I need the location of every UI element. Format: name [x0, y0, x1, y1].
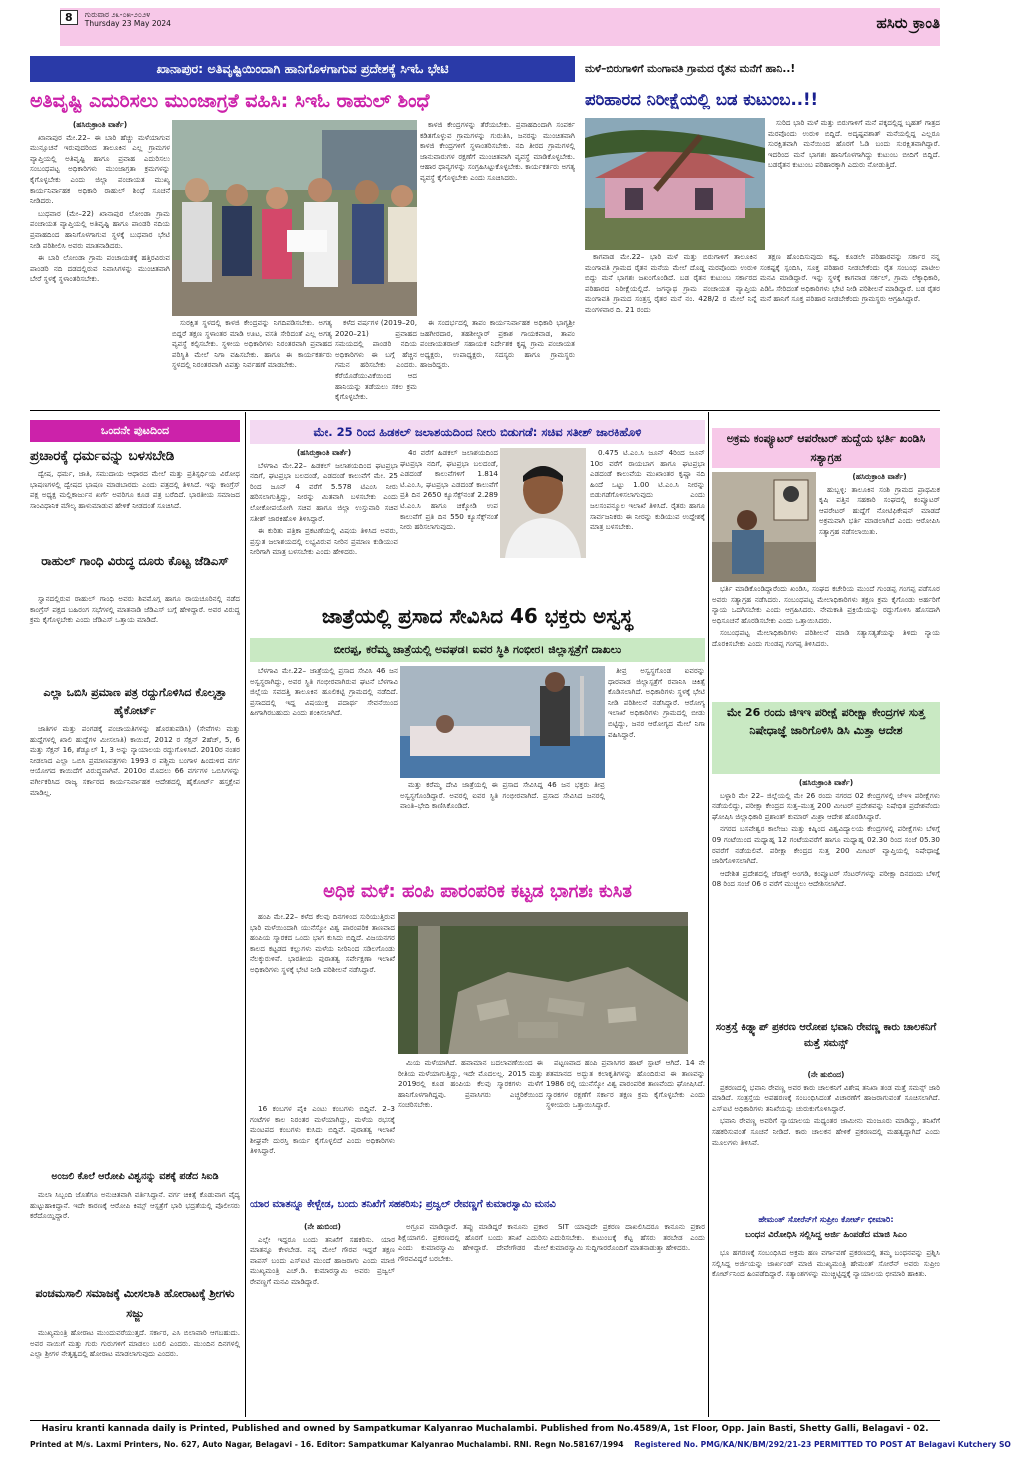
story4-subheadline: ಬೀರಪ್ಪ, ಕರೆಮ್ಮ ಜಾತ್ರೆಯಲ್ಲಿ ಅವಘಡ। ಐವರ ಸ್ಥಿತಿ ಗಂಭೀರ। ಜಿಲ್ಲಾಸ್ಪತ್ರೆಗೆ ದಾಖಲು: [250, 638, 705, 662]
story8-t3: ಆದೇಶಿತ ಪ್ರದೇಶದಲ್ಲಿ ಜೆರಾಕ್ಸ್ ಅಂಗಡಿ, ಕಂಪ್ಯೂಟರ್ ಸೆಂಟರ್‌ಗಳನ್ನು ಪರೀಕ್ಷಾ ದಿನದಂದು ಬೆಳಿಗ್ಗೆ 08 ರಿಂದ ಸಂಜೆ 06 ರ ವರೆಗೆ ಮುಚ್ಚಲು ಆದೇಶಿಸಲಾಗಿದೆ.: [712, 868, 940, 889]
story2-kicker: ಮಳೆ–ಬಿರುಗಾಳಿಗೆ ಮಂಗಾವತಿ ಗ್ರಾಮದ ರೈತನ ಮನೆಗೆ ಹಾನಿ..!: [585, 62, 796, 75]
story3-t3: 4ರ ವರೆಗೆ ಹಿಡಕಲ್ ಜಲಾಶಯದಿಂದ ಘಟಪ್ರಭಾ ನದಿಗೆ, ಘಟಪ್ರಭಾ ಬಲದಂಡೆ, ಎಡದಂಡೆ ಕಾಲುವೆಗಳಿಗೆ 1.814 ಟಿ.ಎಂ.ಸಿ, ಘಟಪ್ರಭಾ ಎಡದಂಡೆ ಕಾಲುವೆಗೆ ಪ್ರತಿ ದಿನ 2650 ಕ್ಯೂಸೆಕ್ಸ್‌ನಂತೆ 2.289 ಟಿ.ಎಂ.ಸಿ ಹಾಗೂ ಚಿಕ್ಕೋಡಿ ಉಪ ಕಾಲುವೆಗೆ ಪ್ರತಿ ದಿನ 550 ಕ್ಯೂಸೆಕ್ಸ್‌ನಂತೆ ನೀರು ಹರಿಸಲಾಗುವುದು.: [400, 448, 498, 532]
story9-t2: ಭವಾನಿ ರೇವಣ್ಣ ಅವರಿಗೆ ನ್ಯಾಯಾಲಯ ಮಧ್ಯಂತರ ಜಾಮೀನು ಮಂಜೂರು ಮಾಡಿದ್ದು, ತನಿಖೆಗೆ ಸಹಕರಿಸುವಂತೆ ಸೂಚನೆ ನೀಡಿದೆ. ಕಾರು ಚಾಲಕನ ಹೇಳಿಕೆ ಪ್ರಕರಣದಲ್ಲಿ ಮಹತ್ವದ್ದಾಗಿದೆ ಎಂದು ಮೂಲಗಳು ತಿಳಿಸಿವೆ.: [712, 1116, 940, 1147]
story1-headline: ಅತಿವೃಷ್ಟಿ ಎದುರಿಸಲು ಮುಂಜಾಗ್ರತೆ ವಹಿಸಿ: ಸಿಇಓ ರಾಹುಲ್ ಶಿಂಧೆ: [30, 90, 430, 112]
continued-banner: ಒಂದನೇ ಪುಟದಿಂದ: [30, 420, 240, 442]
story9-body2: [712, 1248, 940, 1416]
story1-below-text2: ಕಳೆದ ವರ್ಷಗಳ (2019–20, 2020–21) ಪ್ರವಾಹದ ಸಮಯದಲ್ಲಿ ಪಾಂಡರಿ ನದಿಯ ಅಧಿಕಾರಿಗಳು ಈ ಬಗ್ಗೆ ಹೆಚ್ಚಿನ ಗಮನ ಹರಿಸಬೇಕು ಎಂದರು. ಕೆರೆಯೊಡೆಯುವಿಕೆಯಿಂದ ಆದ ಹಾನಿಯನ್ನು ತಡೆಯಲು ಸಕಲ ಕ್ರಮ ಕೈಗೊಳ್ಳಬೇಕು.: [335, 318, 417, 402]
story2-headline: ಪರಿಹಾರದ ನಿರೀಕ್ಷೆಯಲ್ಲಿ ಬಡ ಕುಟುಂಬ..!!: [585, 90, 819, 109]
continued-h5: ಪಂಚಮಸಾಲಿ ಸಮಾಜಕ್ಕೆ ಮೀಸಲಾತಿ ಹೋರಾಟಕ್ಕೆ ಶ್ರೀಗಳು ಸಜ್ಜು: [35, 1287, 235, 1320]
continued-t1: ದ್ವೇಷ, ಧರ್ಮ, ಜಾತಿ, ಸಮುದಾಯ ಆಧಾರದ ಮೇಲೆ ಮತ್ತು ಪ್ರತಿಸ್ಪರ್ಧಿಯ ವಿರೋಧ ಭಾಷಣಗಳಲ್ಲಿ ದ್ವೇಷದ ಭಾಷಣ ಮಾಡಬಾರದು ಎಂದು ಪತ್ರದಲ್ಲಿ ತಿಳಿಸಿದೆ. ಇನ್ನು ಕಾಂಗ್ರೆಸ್ ಪಕ್ಷ ಅಧ್ಯಕ್ಷ ಮಲ್ಲಿಕಾರ್ಜುನ ಖರ್ಗೆ ಅವರಿಗೂ ಕೂಡ ಪತ್ರ ಬರೆದಿದೆ. ಭಾರತೀಯ ಸಮಾಜದ ಸಾಂವಿಧಾನಿಕ ಮೌಲ್ಯ ಹಾಳುಮಾಡುವ ಹೇಳಿಕೆ ನೀಡದಂತೆ ಸೂಚಿಸಿದೆ.: [30, 469, 240, 510]
story3-headline: ಮೇ. 25 ರಿಂದ ಹಿಡಕಲ್ ಜಲಾಶಯದಿಂದ ನೀರು ಬಿಡುಗಡೆ: ಸಚಿವ ಸತೀಶ್ ಜಾರಕಿಹೊಳಿ: [250, 420, 705, 444]
story1-below-text: ಸುರಕ್ಷಿತ ಸ್ಥಳದಲ್ಲಿ ಕಾಳಜಿ ಕೇಂದ್ರವನ್ನು ನಿಗದಿಪಡಿಸಬೇಕು. ಅಗತ್ಯ ಬಿದ್ದರೆ ತಕ್ಷಣ ಸ್ಥಳಾಂತರ ಮಾಡಿ ಊಟ, ವಸತಿ ಸೇರಿದಂತೆ ಎಲ್ಲ ಅಗತ್ಯ ವ್ಯವಸ್ಥೆ ಕಲ್ಪಿಸಬೇಕು. ಸ್ಥಳೀಯ ಅಧಿಕಾರಿಗಳು ನಿರಂತರವಾಗಿ ಪ್ರವಾಹದ ಪರಿಸ್ಥಿತಿ ಮೇಲೆ ನಿಗಾ ವಹಿಸಬೇಕು. ಹಾಗೂ ಈ ಕಾರ್ಯಕರ್ತರು ಸ್ಥಳದಲ್ಲಿ ನಿರಂತರವಾಗಿ ವಿಪತ್ತು ನಿರ್ವಹಣೆ ಮಾಡಬೇಕು.: [172, 318, 332, 370]
story4-col1: [250, 666, 398, 866]
story9-body: [712, 1070, 940, 1212]
story6-t2: ಅಗ್ರೂಪ ಮಾಡಿದ್ದಾರೆ. ತಪ್ಪು ಮಾಡಿದ್ದರೆ ಕಾನೂನು ಪ್ರಕಾರ ಶಿಕ್ಷೆಯಾಗಲಿ. ಪ್ರಕರಣದಲ್ಲಿ ಹೊರಗೆ ಬಂದು ತನಿಖೆ ಎದುರಿಸು ಎಂದು ಕುಮಾರಸ್ವಾಮಿ ಹೇಳಿದ್ದಾರೆ. ದೇವೇಗೌಡರ ಮೇಲೆ ಗೌರವವಿದ್ದರೆ ಬರಬೇಕು.: [398, 1222, 548, 1263]
story7-col1: [819, 472, 940, 582]
story3-source: (ಹಸಿರುಕ್ರಾಂತಿ ವಾರ್ತೆ): [296, 448, 352, 457]
story1-kicker: ಖಾನಾಪುರ: ಅತಿವೃಷ್ಟಿಯಿಂದಾಗಿ ಹಾನಿಗೊಳಗಾಗುವ ಪ್ರದೇಶಕ್ಕೆ ಸಿಇಓ ಭೇಟಿ: [30, 56, 575, 82]
page-number: 8: [60, 10, 78, 25]
story4-headline: ಜಾತ್ರೆಯಲ್ಲಿ ಪ್ರಸಾದ ಸೇವಿಸಿದ 46 ಭಕ್ತರು ಅಸ್ವಸ್ಥ: [321, 604, 634, 628]
story4-col3: [608, 666, 705, 866]
story5-col3: [398, 1058, 543, 1188]
date-kannada: ಗುರುವಾರ ೨೩-೦೫-೨೦೨೪: [84, 10, 151, 19]
story7-t2: ಭರ್ತಿ ಮಾಡಿಕೊಂಡಿದ್ದಾರೆಂದು ಖಂಡಿಸಿ, ಸಂಘದ ಕಚೇರಿಯ ಮುಂದೆ ಗುಂಡಪ್ಪ ಗಂಗಪ್ಪ ಪಡೆಸೂರ ಅವರು ಸತ್ಯಾಗ್ರಹ ನಡೆಸಿದರು. ಸಂಬಂಧಪಟ್ಟ ಮೇಲಾಧಿಕಾರಿಗಳು ತಕ್ಷಣ ಕ್ರಮ ಕೈಗೊಂಡು ಅರ್ಹರಿಗೆ ನ್ಯಾಯ ಒದಗಿಸಬೇಕು ಎಂದು ಆಗ್ರಹಿಸಿದರು. ನೇಮಕಾತಿ ಪ್ರಕ್ರಿಯೆಯನ್ನು ರದ್ದುಗೊಳಿಸಿ ಹೊಸದಾಗಿ ಅಧಿಸೂಚನೆ ಹೊರಡಿಸಬೇಕು ಎಂದು ಒತ್ತಾಯಿಸಿದರು.: [712, 584, 940, 625]
story1-right-col: [420, 120, 575, 316]
minister-portrait: [500, 448, 586, 558]
story3-t1: ಬೆಳಗಾವಿ ಮೇ.22– ಹಿಡಕಲ್ ಜಲಾಶಯದಿಂದ ಘಟಪ್ರಭಾ ನದಿಗೆ, ಘಟಪ್ರಭಾ ಬಲದಂಡೆ, ಎಡದಂಡೆ ಕಾಲುವೆಗೆ ಮೇ. 25 ರಿಂದ ಜೂನ್ 4 ವರೆಗೆ 5.578 ಟಿಎಂಸಿ ನೀರು ಹರಿಸಲಾಗುತ್ತಿದ್ದು, ನೀರನ್ನು ಮಿತವಾಗಿ ಬಳಸಬೇಕು ಎಂದು ಲೋಕೋಪಯೋಗಿ ಸಚಿವ ಹಾಗೂ ಜಿಲ್ಲಾ ಉಸ್ತುವಾರಿ ಸಚಿವ ಸತೀಶ್ ಜಾರಕಿಹೊಳಿ ತಿಳಿಸಿದ್ದಾರೆ.: [250, 460, 398, 523]
story6-t1: ಎಲ್ಲೇ ಇದ್ದರೂ ಬಂದು ತನಿಖೆಗೆ ಸಹಕರಿಸು. ಯಾರ ಮಾತನ್ನೂ ಕೇಳಬೇಡ. ನನ್ನ ಮೇಲೆ ಗೌರವ ಇದ್ದರೆ ತಕ್ಷಣ ವಾಪಸ್ ಬಂದು ಎಸ್ಐಟಿ ಮುಂದೆ ಹಾಜರಾಗು ಎಂದು ಮಾಜಿ ಮುಖ್ಯಮಂತ್ರಿ ಎಚ್.ಡಿ. ಕುಮಾರಸ್ವಾಮಿ ಅವರು ಪ್ರಜ್ವಲ್ ರೇವಣ್ಣಗೆ ಮನವಿ ಮಾಡಿದ್ದಾರೆ.: [250, 1234, 395, 1286]
paper-name: ಹಸಿರು ಕ್ರಾಂತಿ: [876, 14, 940, 32]
continued-h4: ಅಂಜಲಿ ಕೊಲೆ ಆರೋಪಿ ವಿಶ್ವನನ್ನು ವಶಕ್ಕೆ ಪಡೆದ ಸಿಐಡಿ: [51, 1171, 219, 1182]
story8-body: [712, 778, 940, 1018]
damaged-house-photo: [585, 118, 765, 250]
story4-col2: [400, 780, 605, 866]
story1-right-col2: [420, 318, 575, 400]
footer-rule: [30, 1420, 940, 1421]
continued-t2-block: [30, 594, 240, 679]
story8-t1: ಬಳ್ಳಾರಿ ಮೇ 22– ಜಿಲ್ಲೆಯಲ್ಲಿ ಮೇ 26 ರಂದು ನಗರದ 02 ಕೇಂದ್ರಗಳಲ್ಲಿ ಜೆಇಇ ಪರೀಕ್ಷೆಗಳು ನಡೆಯಲಿದ್ದು, ಪರೀಕ್ಷಾ ಕೇಂದ್ರದ ಸುತ್ತ–ಮುತ್ತ 200 ಮೀಟರ್ ಪ್ರದೇಶವನ್ನು ನಿಷೇಧಿತ ಪ್ರದೇಶವೆಂದು ಘೋಷಿಸಿ ಜಿಲ್ಲಾಧಿಕಾರಿ ಪ್ರಶಾಂತ್ ಕುಮಾರ್ ಮಿಶ್ರಾ ಆದೇಶ ಹೊರಡಿಸಿದ್ದಾರೆ.: [712, 790, 940, 821]
continued-t5-block: [30, 1328, 240, 1418]
ceo-visit-photo: [172, 120, 417, 316]
story2-bottom-left: [585, 252, 757, 404]
hospital-photo: [400, 666, 605, 778]
story1-below-photo2: [335, 318, 417, 400]
story4-t3: ತೀವ್ರ ಅಸ್ವಸ್ಥಗೊಂಡ ಐವರನ್ನು ಧಾರವಾಡ ಜಿಲ್ಲಾಸ್ಪತ್ರೆಗೆ ರವಾನಿಸಿ ಚಿಕಿತ್ಸೆ ಕೊಡಿಸಲಾಗಿದೆ. ಅಧಿಕಾರಿಗಳು ಸ್ಥಳಕ್ಕೆ ಭೇಟಿ ನೀಡಿ ಪರಿಶೀಲನೆ ನಡೆಸಿದ್ದಾರೆ. ಆರೋಗ್ಯ ಇಲಾಖೆ ಅಧಿಕಾರಿಗಳು ಗ್ರಾಮದಲ್ಲಿ ಬೀಡು ಬಿಟ್ಟಿದ್ದು, ಜನರ ಆರೋಗ್ಯದ ಮೇಲೆ ನಿಗಾ ವಹಿಸಿದ್ದಾರೆ.: [608, 666, 705, 739]
masthead-left: [60, 10, 180, 30]
story6-col3: [550, 1222, 705, 1417]
story9-source: (ನೇ ಹುಬಿಂದ): [807, 1070, 845, 1079]
story3-col3: [590, 448, 705, 590]
story4-t2: ಮತ್ತು ಕರೆಮ್ಮ ದೇವಿ ಜಾತ್ರೆಯಲ್ಲಿ ಈ ಪ್ರಸಾದ ಸೇವಿಸಿದ್ದ 46 ಜನ ಭಕ್ತರು ತೀವ್ರ ಅಸ್ವಸ್ಥಗೊಂಡಿದ್ದಾರೆ. ಅವರಲ್ಲಿ ಐವರ ಸ್ಥಿತಿ ಗಂಭೀರವಾಗಿದೆ. ಪ್ರಸಾದ ಸೇವಿಸಿದ ಜನರಲ್ಲಿ ವಾಂತಿ–ಭೇದಿ ಕಾಣಿಸಿಕೊಂಡಿದೆ.: [400, 780, 605, 811]
continued-t2: ಸ್ವಾನದಲ್ಲಿರುವ ರಾಹುಲ್ ಗಾಂಧಿ ಅವರು ಶಿವಮೊಗ್ಗ ಹಾಗೂ ರಾಯಚೂರಿನಲ್ಲಿ ನಡೆದ ಕಾಂಗ್ರೆಸ್ ಪಕ್ಷದ ಬಹಿರಂಗ ಸಭೆಗಳಲ್ಲಿ ಮಾತನಾಡಿ ಜೆಡಿಎಸ್ ಬಗ್ಗೆ ಹೇಳಿದ್ದಾರೆ. ಅವರ ವಿರುದ್ಧ ಕ್ರಮ ಕೈಗೊಳ್ಳಬೇಕು ಎಂದು ಜೆಡಿಎಸ್ ಒತ್ತಾಯ ಮಾಡಿದೆ.: [30, 594, 240, 625]
story2-right-text: [768, 118, 940, 250]
story1-below-photo: [172, 318, 332, 400]
continued-t4: ಮಲಾ ಸಿಬ್ಬಂದಿ ಜೊತೆಗೂ ಅನುಚಿತವಾಗಿ ವರ್ತಿಸಿದ್ದಾನೆ. ವರ್ಗ ಚಿಕಿತ್ಸೆ ಕೊಡುವಾಗ ವೈದ್ಯ ಹುಟ್ಟುಹಾಕಿದ್ದಾನೆ. ಇದೇ ಕಾರಣಕ್ಕೆ ಆರೋಪಿ ಕಿಮ್ಸ್ ಆಸ್ಪತ್ರೆಗೆ ಭಾರಿ ಭದ್ರತೆಯಲ್ಲಿ ಪೊಲೀಸರು ಕರೆದೊಯ್ದಿದ್ದಾರೆ.: [30, 1190, 240, 1221]
divider-vertical-right: [708, 412, 709, 1417]
story1-text3: ಈ ಬಾರಿ ಲೋಂಡಾ ಗ್ರಾಮ ಪಂಚಾಯತಕ್ಕೆ ಹತ್ತಿರವಿರುವ ಪಾಂಡರಿ ನದಿ ದಡದಲ್ಲಿರುವ ನಿವಾಸಿಗಳನ್ನು ಮುಂಚಿತವಾಗಿ ಬೇರೆ ಸ್ಥಳಕ್ಕೆ ಸ್ಥಳಾಂತರಿಸಬೇಕು.: [30, 253, 170, 284]
story9-subhead: ಹೇಮಂತ್ ಸೋರೆನ್‌ಗೆ ಸುಪ್ರೀಂ ಕೋರ್ಟ್ ಛೀಮಾರಿ:: [758, 1214, 894, 1224]
story1-text1: ಖಾನಾಪುರ ಮೇ.22– ಈ ಬಾರಿ ಹೆಚ್ಚು ಮಳೆಯಾಗುವ ಮುನ್ಸೂಚನೆ ಇರುವುದರಿಂದ ತಾಲೂಕಿನ ಎಲ್ಲ ಗ್ರಾಮಗಳ ವ್ಯಾಪ್ತಿಯಲ್ಲಿ ಅತಿವೃಷ್ಟಿ ಹಾಗೂ ಪ್ರವಾಹ ಎದುರಿಸಲು ಸಂಬಂಧಪಟ್ಟ ಅಧಿಕಾರಿಗಳು ಮುಂಜಾಗ್ರತಾ ಕ್ರಮಗಳನ್ನು ಕೈಗೊಳ್ಳಬೇಕು ಎಂದು ಜಿಲ್ಲಾ ಪಂಚಾಯತ ಮುಖ್ಯ ಕಾರ್ಯನಿರ್ವಾಹಕ ಅಧಿಕಾರಿ ರಾಹುಲ್ ಶಿಂಧೆ ಸೂಚನೆ ನೀಡಿದರು.: [30, 132, 170, 206]
story3-t4: 0.475 ಟಿ.ಎಂ.ಸಿ ಜೂನ್ 4ರಿಂದ ಜೂನ್ 10ರ ವರೆಗೆ ರಾಯಬಾಗ ಹಾಗೂ ಘಟಪ್ರಭಾ ಎಡದಂಡೆ ಕಾಲುವೆಯ ಮುಖಾಂತರ ಕೃಷ್ಣಾ ನದಿ ಹಿಂದೆ ಒಟ್ಟು 1.00 ಟಿ.ಎಂ.ಸಿ ನೀರನ್ನು ಬಿಡುಗಡೆಗೊಳಿಸಲಾಗುವುದು ಎಂದು ಜಲಸಂಪನ್ಮೂಲ ಇಲಾಖೆ ತಿಳಿಸಿದೆ. ರೈತರು ಹಾಗೂ ಸಾರ್ವಜನಿಕರು ಈ ನೀರನ್ನು ಕುಡಿಯುವ ಉದ್ದೇಶಕ್ಕೆ ಮಾತ್ರ ಬಳಸಬೇಕು.: [590, 448, 705, 532]
story1-col1: [30, 120, 170, 400]
story5-col4: [546, 1058, 705, 1188]
story6-col2: [398, 1222, 548, 1417]
story5-t1: ಹಂಪಿ ಮೇ.22– ಕಳೆದ ಕೆಲವು ದಿನಗಳಿಂದ ಸುರಿಯುತ್ತಿರುವ ಭಾರಿ ಮಳೆಯಿಂದಾಗಿ ಯುನೆಸ್ಕೋ ವಿಶ್ವ ಪಾರಂಪರಿಕ ತಾಣವಾದ ಹಂಪಿಯ ಸ್ಮಾರಕದ ಒಂದು ಭಾಗ ಕುಸಿದು ಬಿದ್ದಿದೆ. ವಿಜಯನಗರ ಕಾಲದ ಕಟ್ಟಡದ ಕಲ್ಲುಗಳು ಮಳೆಯ ನೀರಿನಿಂದ ಸಡಿಲಗೊಂಡು ನೆಲಕ್ಕುರುಳಿವೆ. ಭಾರತೀಯ ಪುರಾತತ್ವ ಸರ್ವೇಕ್ಷಣಾ ಇಲಾಖೆ ಅಧಿಕಾರಿಗಳು ಸ್ಥಳಕ್ಕೆ ಭೇಟಿ ನೀಡಿ ಪರಿಶೀಲನೆ ನಡೆಸಿದ್ದಾರೆ.: [250, 912, 395, 974]
story5-t2: 16 ಕಂಬಗಳ ಪೈಕಿ ಎಂಟು ಕಂಬಗಳು ಬಿದ್ದಿವೆ. 2–3 ಗಂಟೆಗಳ ಕಾಲ ನಿರಂತರ ಮಳೆಯಾಗಿದ್ದು, ಮಳೆಯ ರಭಸಕ್ಕೆ ಮಂಟಪದ ಕಂಬಗಳು ಕುಸಿದು ಬಿದ್ದಿವೆ. ಪುರಾತತ್ವ ಇಲಾಖೆ ಶೀಘ್ರವೇ ದುರಸ್ತಿ ಕಾರ್ಯ ಕೈಗೊಳ್ಳಲಿದೆ ಎಂದು ಅಧಿಕಾರಿಗಳು ತಿಳಿಸಿದ್ದಾರೆ.: [250, 1104, 395, 1156]
continued-t4-block: [30, 1190, 240, 1280]
continued-h1: ಪ್ರಚಾರಕ್ಕೆ ಧರ್ಮವನ್ನು ಬಳಸಬೇಡಿ: [30, 448, 175, 464]
story7-headline: ಅಕ್ರಮ ಕಂಪ್ಯೂಟರ್ ಆಪರೇಟರ್ ಹುದ್ದೆಯ ಭರ್ತಿ ಖಂಡಿಸಿ ಸತ್ಯಾಗ್ರಹ: [712, 428, 940, 468]
story3-t2: ಈ ಕುರಿತು ಪತ್ರಿಕಾ ಪ್ರಕಟಣೆಯಲ್ಲಿ ವಿಷಯ ತಿಳಿಸಿದ ಅವರು, ಪ್ರಸ್ತುತ ಜಲಾಶಯದಲ್ಲಿ ಲಭ್ಯವಿರುವ ನೀರಿನ ಪ್ರಮಾಣ ಕುಡಿಯುವ ನೀರಿಗಾಗಿ ಮಾತ್ರ ಬಳಸಬೇಕು ಎಂದು ಹೇಳಿದರು.: [250, 526, 398, 557]
story7-col2: [712, 584, 940, 696]
story1-right-text2: ಈ ಸಂದರ್ಭದಲ್ಲಿ ತಾಪಂ ಕಾರ್ಯನಿರ್ವಾಹಕ ಅಧಿಕಾರಿ ಭಾಗ್ಯಶ್ರೀ ಜಹಗೀರದಾರ, ತಹಶೀಲ್ದಾರ್ ಪ್ರಕಾಶ ಗಾಯಕವಾಡ, ತಾಪಂ ಪಂಚಾಯತರಾಜ್ ಸಹಾಯಕ ನಿರ್ದೇಶಕ ಕೃಷ್ಣ ಗ್ರಾಮ ಪಂಚಾಯತ ಅಧ್ಯಕ್ಷರು, ಉಪಾಧ್ಯಕ್ಷರು, ಸದಸ್ಯರು ಹಾಗೂ ಗ್ರಾಮಸ್ಥರು ಹಾಜರಿದ್ದರು.: [420, 318, 575, 370]
continued-h3: ಎಲ್ಲಾ ಒಬಿಸಿ ಪ್ರಮಾಣ ಪತ್ರ ರದ್ದುಗೊಳಿಸಿದ ಕೊಲ್ಕತ್ತಾ ಹೈಕೋರ್ಟ್: [43, 686, 227, 717]
continued-t1-block: [30, 469, 240, 549]
story5-headline: ಅಧಿಕ ಮಳೆ: ಹಂಪಿ ಪಾರಂಪರಿಕ ಕಟ್ಟಡ ಭಾಗಶಃ ಕುಸಿತ: [323, 880, 632, 902]
story7-t3: ಸಂಬಂಧಪಟ್ಟ ಮೇಲಾಧಿಕಾರಿಗಳು ಪರಿಶೀಲನೆ ಮಾಡಿ ಸತ್ಯಾಸತ್ಯತೆಯನ್ನು ತಿಳಿದು ನ್ಯಾಯ ದೊರಕಿಸಬೇಕು ಎಂದು ಗುಂಡಪ್ಪ ಗಂಗಪ್ಪ ತಿಳಿಸಿದರು.: [712, 628, 940, 648]
footer-line1: Hasiru kranti kannada daily is Printed, Published and owned by Sampatkumar Kalyanrao Muchalambi. Published from No.4589/A, 1st Floor, Opp. Jain Basti, Shetty Galli, Belagavi - 02.: [41, 1424, 929, 1434]
story8-source: (ಹಸಿರುಕ್ರಾಂತಿ ವಾರ್ತೆ): [798, 778, 854, 787]
continued-t3-block: [30, 724, 240, 1164]
story1-right-text1: ಕಾಳಜಿ ಕೇಂದ್ರಗಳನ್ನು ತೆರೆಯಬೇಕು. ಪ್ರವಾಹದಿಂದಾಗಿ ಸಂಪರ್ಕ ಕಡಿತಗೊಳ್ಳುವ ಗ್ರಾಮಗಳನ್ನು ಗುರುತಿಸಿ, ಜನರನ್ನು ಮುಂಚಿತವಾಗಿ ಕಾಳಜಿ ಕೇಂದ್ರಗಳಿಗೆ ಸ್ಥಳಾಂತರಿಸಬೇಕು. ನದಿ ತೀರದ ಗ್ರಾಮಗಳಲ್ಲಿ ಜಾನುವಾರುಗಳ ರಕ್ಷಣೆಗೆ ಮುಂಚಿತವಾಗಿ ವ್ಯವಸ್ಥೆ ಮಾಡಿಕೊಳ್ಳಬೇಕು. ಆಹಾರ ಧಾನ್ಯಗಳನ್ನು ಸಂಗ್ರಹಿಸಿಟ್ಟುಕೊಳ್ಳಬೇಕು. ಕಾರ್ಯಕರ್ತರು ಅಗತ್ಯ ವ್ಯವಸ್ಥೆ ಕೈಗೊಳ್ಳಬೇಕು ಎಂದು ಸೂಚಿಸಿದರು.: [420, 120, 575, 182]
story1-text2: ಬುಧವಾರ (ಮೇ–22) ಖಾನಾಪುರ ಲೋಂಡಾ ಗ್ರಾಮ ಪಂಚಾಯತ ವ್ಯಾಪ್ತಿಯಲ್ಲಿ ಅತಿವೃಷ್ಟಿ ಹಾಗೂ ಪಾಂಡರಿ ನದಿಯ ಪ್ರವಾಹದಿಂದ ಹಾನಿಗೊಳಗಾಗುವ ಸ್ಥಳಕ್ಕೆ ಬುಧವಾರ ಭೇಟಿ ನೀಡಿ ಪರಿಶೀಲಿಸಿ ಅವರು ಮಾತನಾಡಿದರು.: [30, 208, 170, 250]
story2-bottom-right-text: ತಕ್ಷಣ ಹೊಂದಿಸುವುದು ಕಷ್ಟ. ಕೂಡಲೇ ಪರಿಹಾರವನ್ನು ಸರ್ಕಾರ ನನ್ನ ಸಂಕಷ್ಟಕ್ಕೆ ಸ್ಪಂದಿಸಿ, ಸೂಕ್ತ ಪರಿಹಾರ ನೀಡಬೇಕೆಂದು ರೈತ ಸಂಬಂಧ ಪಾಟೀಲ ಮನವಿ ಮಾಡಿದ್ದಾರೆ. ಇನ್ನು ಸ್ಥಳಕ್ಕೆ ಕಾಗವಾಡ ಸರ್ಕಲ್, ಗ್ರಾಮ ಲೆಕ್ಕಾಧಿಕಾರಿ, ಪಿಡಿಓ ಸೇರಿದಂತೆ ಅಧಿಕಾರಿಗಳು ಭೇಟಿ ನೀಡಿ ಪರಿಶೀಲನೆ ಮಾಡಿದ್ದಾರೆ. ಬಡ ರೈತರ ಮನೆ ಹಾನಿಗೆ ಸೂಕ್ತ ಪರಿಹಾರ ನೀಡಬೇಕೆಂದು ಗ್ರಾಮಸ್ಥರು ಆಗ್ರಹಿಸಿದ್ದಾರೆ.: [760, 252, 940, 304]
footer-registration: Registered No. PMG/KA/NK/BM/292/21-23 PERMITTED TO POST AT Belagavi Kutchery SO: [634, 1440, 1011, 1449]
continued-h2: ರಾಹುಲ್ ಗಾಂಧಿ ವಿರುದ್ಧ ದೂರು ಕೊಟ್ಟ ಜೆಡಿಎಸ್: [41, 554, 229, 568]
story1-source: (ಹಸಿರುಕ್ರಾಂತಿ ವಾರ್ತೆ): [72, 120, 128, 129]
story3-col2: [400, 448, 498, 590]
story5-t4: ಪಟ್ಟಣವಾದ ಹಂಪಿ ಪ್ರವಾಸಿಗರ ಹಾಟ್ ಸ್ಪಾಟ್ ಆಗಿದೆ. 14 ನೇ ಶತಮಾನದ ಅದ್ಭುತ ಕಲಾಕೃತಿಗಳನ್ನು ಹೊಂದಿರುವ ಈ ತಾಣವನ್ನು 1986 ರಲ್ಲಿ ಯುನೆಸ್ಕೋ ವಿಶ್ವ ಪಾರಂಪರಿಕ ತಾಣವೆಂದು ಘೋಷಿಸಿದೆ. ಸ್ಮಾರಕಗಳ ರಕ್ಷಣೆಗೆ ಸರ್ಕಾರ ತಕ್ಷಣ ಕ್ರಮ ಕೈಗೊಳ್ಳಬೇಕು ಎಂದು ಸ್ಥಳೀಯರು ಒತ್ತಾಯಿಸಿದ್ದಾರೆ.: [546, 1058, 705, 1110]
story2-bottom-right: [760, 252, 940, 404]
story2-right-paragraph: ಸುರಿದ ಭಾರಿ ಮಳೆ ಮತ್ತು ಬಿರುಗಾಳಿಗೆ ಮನೆ ಪಕ್ಕದಲ್ಲಿದ್ದ ಬೃಹತ್ ಗಾತ್ರದ ಮರವೊಂದು ಉರುಳಿ ಬಿದ್ದಿದೆ. ಅದೃಷ್ಟವಶಾತ್ ಮನೆಯಲ್ಲಿದ್ದ ಎಲ್ಲರೂ ಸುರಕ್ಷಿತವಾಗಿ ಮನೆಯಿಂದ ಹೊರಗೆ ಓಡಿ ಬಂದು ಸುರಕ್ಷಿತವಾಗಿದ್ದಾರೆ. ಇದರಿಂದ ಮನೆ ಭಾಗಶಃ ಹಾನಿಗೊಳಗಾಗಿದ್ದು ಕುಟುಂಬ ಬೀದಿಗೆ ಬಿದ್ದಿದೆ. ಬಡರೈತನ ಕುಟುಂಬ ಪರಿಹಾರಕ್ಕಾಗಿ ಎದುರು ನೋಡುತ್ತಿದೆ.: [768, 118, 940, 170]
story5-col1: [250, 912, 395, 1102]
continued-t5: ಮುಖ್ಯಮಂತ್ರಿ ಹೋರಾಟ ಮುಂದುವರೆಯುತ್ತದೆ. ಸರ್ಕಾರ, ಎಸಿ ಬಿಲಾವಾರಿ ಆಗಬಹುದು. ಅವರ ನಾಯಿಗೆ ಮತ್ತು ಗುರು ಗುರುಗಳಿಗೆ ಮಾಡಲು ಬರಲಿ ಎಂದರು. ಮುಂದಿನ ದಿನಗಳಲ್ಲಿ ಎಲ್ಲಾ ಶ್ರೀಗಳ ನೇತೃತ್ವದಲ್ಲಿ ಹೋರಾಟ ಮಾಡಲಾಗುವುದು ಎಂದರು.: [30, 1328, 240, 1359]
continued-t3: ಜಾತಿಗಳ ಮತ್ತು ಪಂಗಡಕ್ಕೆ ಪಂಚಾಯತಿಗಳನ್ನು ಹೊರತುಪಡಿಸಿ) (ಸೇವೆಗಳು ಮತ್ತು ಹುದ್ದೆಗಳಲ್ಲಿ ಖಾಲಿ ಹುದ್ದೆಗಳ ಮೀಸಲಾತಿ) ಕಾಯಿದೆ, 2012 ರ ಸೆಕ್ಷನ್ 2ಹೆಚ್, 5, 6 ಮತ್ತು ಸೆಕ್ಷನ್ 16, ಶೆಡ್ಯೂಲ್ 1, 3 ಅನ್ನು ನ್ಯಾಯಾಲಯ ರದ್ದುಗೊಳಿಸಿದೆ. 2010ರ ನಂತರ ನೀಡಲಾದ ಎಲ್ಲಾ ಒಬಿಸಿ ಪ್ರಮಾಣಪತ್ರಗಳು 1993 ರ ಪಶ್ಚಿಮ ಬಂಗಾಳ ಹಿಂದುಳಿದ ವರ್ಗ ಆಯೋಗದ ಕಾಯಿದೆಗೆ ವಿರುದ್ಧವಾಗಿವೆ. 2010ರ ಮೊದಲು 66 ವರ್ಗಗಳ ಒಬಿಸಿಗಳನ್ನು ವರ್ಗೀಕರಿಸಿದ ರಾಜ್ಯ ಸರ್ಕಾರದ ಕಾರ್ಯನಿರ್ವಾಹಕ ಆದೇಶದಲ್ಲಿ ಹೈಕೋರ್ಟ್ ಹಸ್ತಕ್ಷೇಪ ಮಾಡಿಲ್ಲ.: [30, 724, 240, 797]
date-english: Thursday 23 May 2024: [84, 19, 171, 28]
hampi-ruins-photo: [398, 912, 688, 1054]
story6-source: (ನೇ ಹುಬಿಂದ): [304, 1222, 341, 1231]
story9-t3: ಭೂ ಹಗರಣಕ್ಕೆ ಸಂಬಂಧಿಸಿದ ಅಕ್ರಮ ಹಣ ವರ್ಗಾವಣೆ ಪ್ರಕರಣದಲ್ಲಿ ತಮ್ಮ ಬಂಧನವನ್ನು ಪ್ರಶ್ನಿಸಿ ಸಲ್ಲಿಸಿದ್ದ ಅರ್ಜಿಯನ್ನು ಜಾರ್ಖಂಡ್ ಮಾಜಿ ಮುಖ್ಯಮಂತ್ರಿ ಹೇಮಂತ್ ಸೋರೆನ್ ಅವರು ಸುಪ್ರೀಂ ಕೋರ್ಟ್‌ನಿಂದ ಹಿಂಪಡೆದಿದ್ದಾರೆ. ಸತ್ಯಾಂಶಗಳನ್ನು ಮುಚ್ಚಿಟ್ಟಿದ್ದಕ್ಕೆ ನ್ಯಾಯಾಲಯ ಛೀಮಾರಿ ಹಾಕಿತು.: [712, 1248, 940, 1279]
story5-t3: ಮಿಯ ಮಳೆಯಾಗಿದೆ. ಹವಾಮಾನ ಬದಲಾವಣೆಯಿಂದ ಈ ರೀತಿಯ ಮಳೆಯಾಗುತ್ತಿದ್ದು, ಇದೇ ಮೊದಲಲ್ಲ. 2015 ಮತ್ತು 2019ರಲ್ಲಿ ಕೂಡ ಹಂಪಿಯ ಕೆಲವು ಸ್ಮಾರಕಗಳು ಮಳೆಗೆ ಹಾನಿಗೊಳಗಾಗಿದ್ದವು. ಪ್ರವಾಸಿಗರು ಎಚ್ಚರಿಕೆಯಿಂದ ಸಂಚರಿಸಬೇಕು.: [398, 1058, 543, 1110]
story3-col1: [250, 448, 398, 590]
footer-printer: Printed at M/s. Laxmi Printers, No. 627, Auto Nagar, Belagavi - 16. Editor: Sampatkumar Kalyanrao Muchalambi. RNI. Regn No.58167/1994: [30, 1440, 624, 1449]
story7-source: (ಹಸಿರುಕ್ರಾಂತಿ ವಾರ್ತೆ): [852, 472, 907, 481]
story9-t1: ಪ್ರಕರಣದಲ್ಲಿ ಭವಾನಿ ರೇವಣ್ಣ ಅವರ ಕಾರು ಚಾಲಕನಿಗೆ ವಿಶೇಷ ತನಿಖಾ ತಂಡ ಮತ್ತೆ ಸಮನ್ಸ್ ಜಾರಿ ಮಾಡಿದೆ. ಸಂತ್ರಸ್ತೆಯ ಅಪಹರಣಕ್ಕೆ ಸಂಬಂಧಿಸಿದಂತೆ ವಿಚಾರಣೆಗೆ ಹಾಜರಾಗುವಂತೆ ಸೂಚಿಸಲಾಗಿದೆ. ಎಸ್ಐಟಿ ಅಧಿಕಾರಿಗಳು ತನಿಖೆಯನ್ನು ಚುರುಕುಗೊಳಿಸಿದ್ದಾರೆ.: [712, 1082, 940, 1113]
story8-headline: ಮೇ 26 ರಂದು ಜಿಇಇ ಪರೀಕ್ಷೆ ಪರೀಕ್ಷಾ ಕೇಂದ್ರಗಳ ಸುತ್ತ ನಿಷೇಧಾಜ್ಞೆ ಜಾರಿಗೊಳಿಸಿ ಡಿಸಿ ಮಿತ್ತಾ ಆದೇಶ: [712, 702, 940, 774]
story8-t2: ನಗರದ ಬಸವೇಶ್ವರ ಕಾಲೇಜು ಮತ್ತು ಕಿಷ್ಕಿಂದ ವಿಶ್ವವಿದ್ಯಾಲಯ ಕೇಂದ್ರಗಳಲ್ಲಿ ಪರೀಕ್ಷೆಗಳು ಬೆಳಿಗ್ಗೆ 09 ಗಂಟೆಯಿಂದ ಮಧ್ಯಾಹ್ನ 12 ಗಂಟೆಯವರೆಗೆ ಹಾಗೂ ಮಧ್ಯಾಹ್ನ 02.30 ರಿಂದ ಸಂಜೆ 05.30 ರವರೆಗೆ ನಡೆಯಲಿವೆ. ಪರೀಕ್ಷಾ ಕೇಂದ್ರದ ಸುತ್ತ 200 ಮೀಟರ್ ವ್ಯಾಪ್ತಿಯಲ್ಲಿ ನಿಷೇಧಾಜ್ಞೆ ಜಾರಿಗೊಳಿಸಲಾಗಿದೆ.: [712, 824, 940, 866]
story7-t1: ಹುಬ್ಬಳ್ಳಿ: ತಾಲೂಕಿನ ಸಂಶಿ ಗ್ರಾಮದ ಪ್ರಾಥಮಿಕ ಕೃಷಿ ಪತ್ತಿನ ಸಹಕಾರಿ ಸಂಘದಲ್ಲಿ ಕಂಪ್ಯೂಟರ್ ಆಪರೇಟರ್ ಹುದ್ದೆಗೆ ನೋಟಿಫಿಕೇಷನ್ ಮಾಡದೆ ಅಕ್ರಮವಾಗಿ ಭರ್ತಿ ಮಾಡಲಾಗಿದೆ ಎಂದು ಆರೋಪಿಸಿ ಸತ್ಯಾಗ್ರಹ ನಡೆಸಲಾಯಿತು.: [819, 484, 940, 536]
story6-col1: [250, 1222, 395, 1417]
story5-col2: [250, 1104, 395, 1186]
divider-horizontal: [30, 410, 940, 411]
satyagraha-photo: [712, 472, 816, 582]
story4-t1: ಬೆಳಗಾವಿ ಮೇ.22– ಜಾತ್ರೆಯಲ್ಲಿ ಪ್ರಸಾದ ಸೇವಿಸಿ 46 ಜನ ಅಸ್ವಸ್ಥರಾಗಿದ್ದು, ಅವರ ಸ್ಥಿತಿ ಗಂಭೀರವಾಗಿರುವ ಘಟನೆ ಬೆಳಗಾವಿ ಜಿಲ್ಲೆಯ ಸವದತ್ತಿ ತಾಲೂಕಿನ ಹೂಲಿಕಟ್ಟಿ ಗ್ರಾಮದಲ್ಲಿ ನಡೆದಿದೆ. ಪ್ರಸಾದದಲ್ಲಿ ಇದ್ದ ವಿಷಯುಕ್ತ ಪದಾರ್ಥ ಸೇವನೆಯಿಂದ ಹೀಗಾಗಿರಬಹುದು ಎಂದು ಶಂಕಿಸಲಾಗಿದೆ.: [250, 666, 398, 718]
divider-vertical-left: [245, 412, 246, 1417]
footer-line2: [30, 1440, 1011, 1456]
story6-t3: SIT ಯಾವುದೇ ಪ್ರಕರಣ ದಾಖಲಿಸಿದರೂ ಕಾನೂನು ಪ್ರಕಾರ ಎದುರಿಸಬೇಕು. ಕುಟುಂಬಕ್ಕೆ ಕೆಟ್ಟ ಹೆಸರು ತರಬೇಡ ಎಂದು ಕುಮಾರಸ್ವಾಮಿ ಸುದ್ದಿಗಾರರೊಂದಿಗೆ ಮಾತನಾಡುತ್ತಾ ಹೇಳಿದರು.: [550, 1222, 705, 1253]
story9-subhead2: ಬಂಧನ ವಿರೋಧಿಸಿ ಸಲ್ಲಿಸಿದ್ದ ಅರ್ಜಿ ಹಿಂಪಡೆದ ಮಾಜಿ ಸಿಎಂ: [745, 1230, 907, 1240]
story2-bottom-left-text: ಕಾಗವಾಡ ಮೇ.22– ಭಾರಿ ಮಳೆ ಮತ್ತು ಬಿರುಗಾಳಿಗೆ ತಾಲೂಕಿನ ಮಂಗಾವತಿ ಗ್ರಾಮದ ರೈತನ ಮನೆಯ ಮೇಲೆ ದೊಡ್ಡ ಮರವೊಂದು ಉರುಳಿ ಬಿದ್ದು ಮನೆ ಭಾಗಶಃ ಜಖಂಗೊಂಡಿದೆ. ಬಡ ರೈತನ ಕುಟುಂಬ ಸರ್ಕಾರದ ಪರಿಹಾರದ ನಿರೀಕ್ಷೆಯಲ್ಲಿದೆ. ಜಗನ್ನಾಥ ಗ್ರಾಮ ಪಂಚಾಯತ ವ್ಯಾಪ್ತಿಯ ಮಂಗಾವತಿ ಗ್ರಾಮದ ಸಂತ್ರಸ್ತ ರೈತರ ಮನೆ ನಂ. 428/2 ರ ಮೇಲೆ ನಿನ್ನೆ ಮಂಗಳವಾರ ದಿ. 21 ರಂದು: [585, 252, 757, 314]
story6-headline: ಯಾರ ಮಾತನ್ನೂ ಕೇಳ್ಬೇಡ, ಬಂದು ತನಿಖೆಗೆ ಸಹಕರಿಸು; ಪ್ರಜ್ವಲ್ ರೇವಣ್ಣಗೆ ಕುಮಾರಸ್ವಾಮಿ ಮನವಿ: [250, 1199, 556, 1210]
story9-headline: ಸಂತ್ರಸ್ತೆ ಕಿಡ್ನ್ಯಾಪ್ ಪ್ರಕರಣ ಆರೋಪ ಭವಾನಿ ರೇವಣ್ಣ ಕಾರು ಚಾಲಕನಿಗೆ ಮತ್ತೆ ಸಮನ್ಸ್: [715, 1022, 937, 1049]
